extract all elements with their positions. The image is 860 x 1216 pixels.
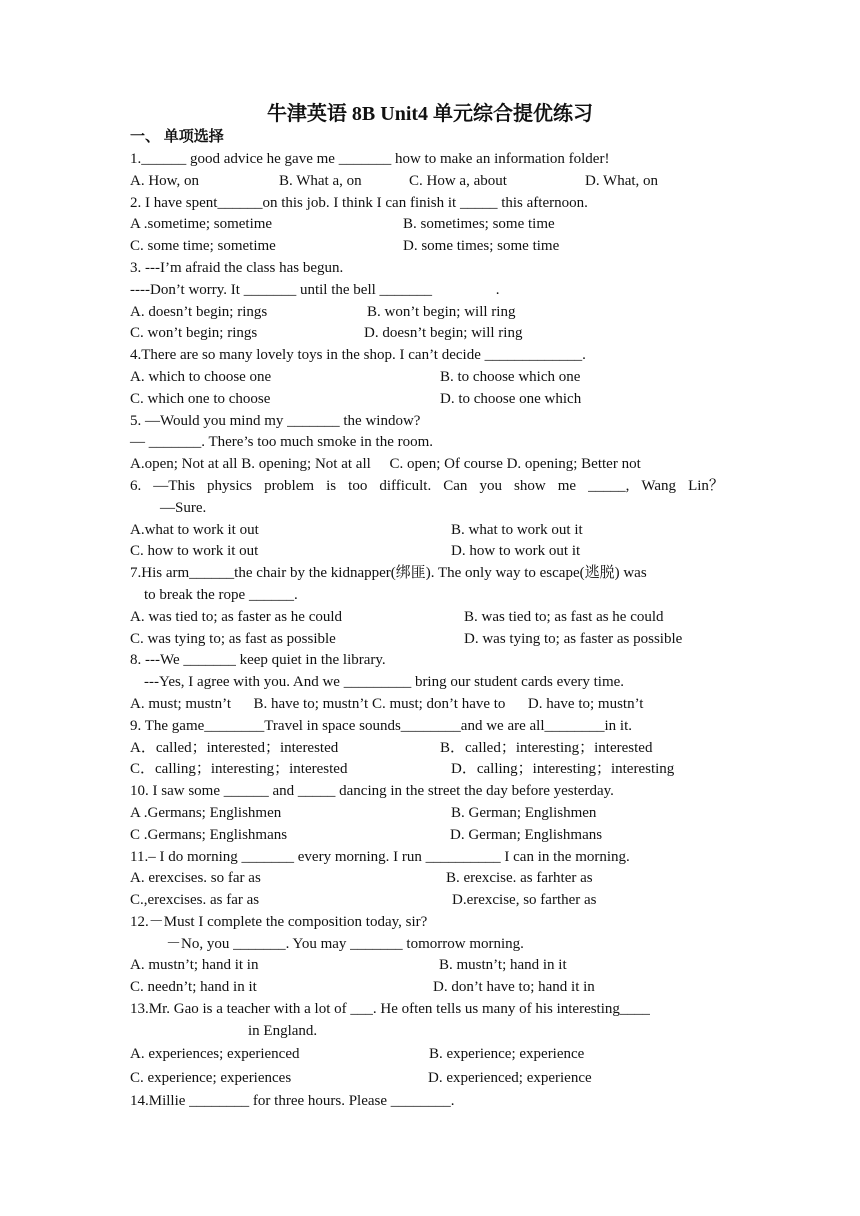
section-heading: 一、 单项选择: [130, 129, 224, 145]
question-3-options-ab: [130, 302, 740, 324]
option-c: C. which one to choose: [130, 390, 271, 407]
question-13-options-cd: [130, 1068, 740, 1092]
option-b: B. was tied to; as fast as he could: [464, 608, 664, 625]
option-b: B. What a, on: [279, 172, 362, 189]
option-c: C. was tying to; as fast as possible: [130, 630, 336, 647]
option-a: A. which to choose one: [130, 368, 272, 385]
question-6-options-ab: [130, 520, 740, 542]
option-c: C. experience; experiences: [130, 1069, 292, 1086]
question-10: 10. I saw some ______ and _____ dancing in the street the day before yesterday.: [130, 783, 614, 800]
option-b: B. sometimes; some time: [403, 216, 555, 233]
option-a: A. erexcises. so far as: [130, 870, 261, 887]
question-13-line2: in England.: [248, 1022, 318, 1039]
question-5-options: A.open; Not at all B. opening; Not at all C. open; Of course D. opening; Better not: [130, 456, 641, 473]
option-c: C. how to work it out: [130, 543, 259, 560]
page-title: 牛津英语 8B Unit4 单元综合提优练习: [266, 103, 594, 125]
option-a: A．called；interested；interested: [130, 739, 339, 756]
question-9-options-cd: [130, 759, 740, 781]
option-c: C. some time; sometime: [130, 238, 276, 255]
option-d: D. how to work out it: [451, 543, 581, 560]
question-12-options-ab: [130, 955, 740, 977]
question-5-line2: — _______. There’s too much smoke in the room.: [130, 434, 434, 451]
question-10-options-cd: [130, 825, 740, 847]
question-8-line2: ---Yes, I agree with you. And we _________ bring our student cards every time.: [144, 674, 625, 691]
question-12-line2: －No, you _______. You may _______ tomorrow morning.: [166, 935, 524, 952]
question-2-options-ab: [130, 214, 740, 236]
question-12-options-cd: [130, 977, 740, 999]
question-5: 5. —Would you mind my _______ the window?: [130, 412, 421, 429]
question-10-options-ab: [130, 803, 740, 825]
question-3-options-cd: [130, 323, 740, 345]
question-1: 1.______ good advice he gave me _______ how to make an information folder!: [130, 151, 610, 167]
question-9: 9. The game________Travel in space sounds________and we are all________in it.: [130, 717, 633, 734]
option-c: C. won’t begin; rings: [130, 325, 258, 342]
question-13-options-ab: [130, 1044, 740, 1068]
question-8: 8. ---We _______ keep quiet in the library.: [130, 652, 386, 669]
option-d: D. don’t have to; hand it in: [433, 979, 595, 996]
question-9-options-ab: [130, 738, 740, 760]
option-c: C. needn’t; hand in it: [130, 979, 257, 996]
option-d: D. to choose one which: [440, 390, 582, 407]
question-11: 11.– I do morning _______ every morning. I run __________ I can in the morning.: [130, 848, 630, 865]
option-d: D.erexcise, so farther as: [452, 892, 597, 909]
option-d: D. doesn’t begin; will ring: [364, 325, 523, 342]
option-b: B. won’t begin; will ring: [367, 303, 516, 320]
option-c: C.,erexcises. as far as: [130, 892, 260, 909]
question-6: 6. —This physics problem is too difficult. Can you show me _____, Wang Lin？: [130, 477, 724, 494]
question-3: 3. ---I’m afraid the class has begun.: [130, 259, 344, 276]
option-b: B. German; Englishmen: [451, 804, 597, 821]
option-b: B. mustn’t; hand in it: [439, 957, 567, 974]
questions-list: [130, 149, 740, 1113]
option-b: B. to choose which one: [440, 368, 581, 385]
option-a: A .sometime; sometime: [130, 216, 273, 233]
option-a: A. doesn’t begin; rings: [130, 303, 268, 320]
option-a: A. experiences; experienced: [130, 1046, 300, 1063]
question-7: 7.His arm______the chair by the kidnapper(绑匪). The only way to escape(逃脱) was: [130, 565, 647, 582]
option-c: C．calling；interesting；interested: [130, 761, 348, 778]
question-4-options-cd: [130, 389, 740, 411]
option-a: A. was tied to; as faster as he could: [130, 608, 343, 625]
option-a: A.what to work it out: [130, 521, 259, 538]
option-c: C .Germans; Englishmans: [130, 826, 288, 843]
question-7-options-ab: [130, 607, 740, 629]
option-d: D. some times; some time: [403, 238, 560, 255]
option-b: B. experience; experience: [429, 1046, 585, 1063]
question-6-options-cd: [130, 541, 740, 563]
option-b: B. erexcise. as farhter as: [446, 870, 593, 887]
option-a: A. How, on: [130, 172, 200, 189]
question-11-options-cd: [130, 890, 740, 912]
option-b: B．called；interesting；interested: [440, 739, 653, 756]
question-1-options: [130, 171, 740, 193]
option-a: A. mustn’t; hand it in: [130, 957, 259, 974]
question-2-options-cd: [130, 236, 740, 258]
option-d: D. German; Englishmans: [450, 826, 603, 843]
question-12: 12.－Must I complete the composition today, sir?: [130, 913, 428, 930]
question-6-line2: —Sure.: [160, 499, 207, 516]
question-7-options-cd: [130, 629, 740, 651]
question-13: 13.Mr. Gao is a teacher with a lot of ___. He often tells us many of his interesting____: [130, 1001, 650, 1018]
option-b: B. what to work out it: [451, 521, 583, 538]
question-4-options-ab: [130, 367, 740, 389]
option-d: D. was tying to; as faster as possible: [464, 630, 683, 647]
question-8-options: A. must; mustn’t B. have to; mustn’t C. must; don’t have to D. have to; mustn’t: [130, 695, 644, 712]
question-2: 2. I have spent______on this job. I think I can finish it _____ this afternoon.: [130, 194, 588, 211]
option-c: C. How a, about: [409, 172, 507, 189]
question-4: 4.There are so many lovely toys in the shop. I can’t decide _____________.: [130, 347, 586, 364]
option-d: D. experienced; experience: [428, 1069, 592, 1086]
question-11-options-ab: [130, 868, 740, 890]
option-d: D．calling；interesting；interesting: [451, 761, 675, 778]
question-7-line2: to break the rope ______.: [144, 586, 298, 603]
option-a: A .Germans; Englishmen: [130, 804, 282, 821]
question-3-line2: ----Don’t worry. It _______ until the bell _______ .: [130, 281, 500, 298]
question-14: 14.Millie ________ for three hours. Please ________.: [130, 1093, 455, 1110]
option-d: D. What, on: [585, 172, 659, 189]
